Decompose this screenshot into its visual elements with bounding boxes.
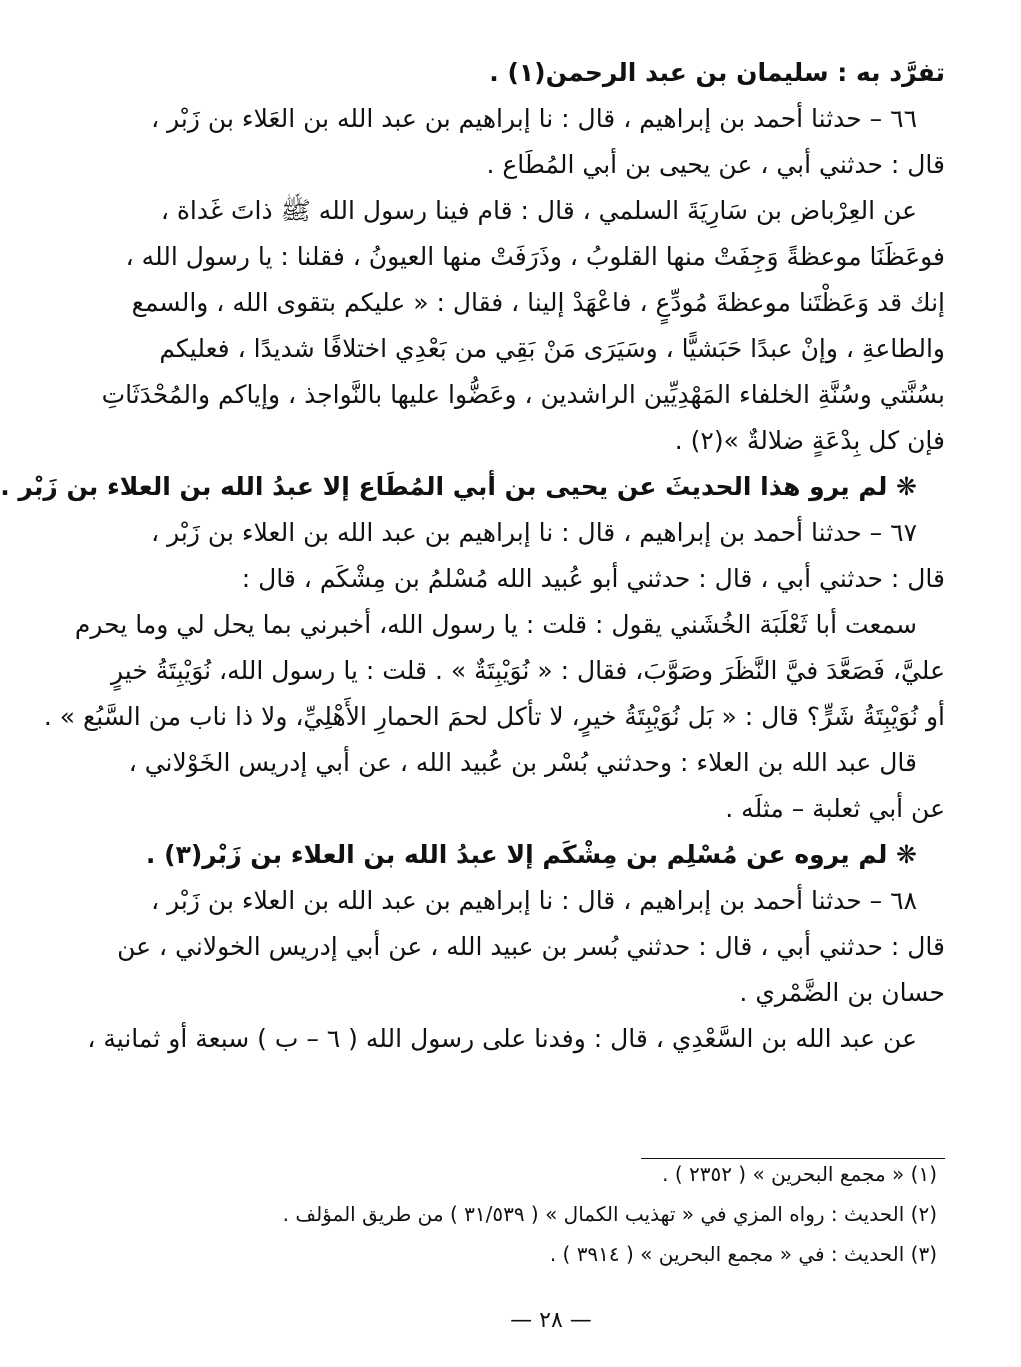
- text-line: عليَّ، فَصَعَّدَ فيَّ النَّظَرَ وصَوَّبَ، فقال : « نُوَيْبِتَةٌ » . قلت : يا رسول الله، نُوَيْبِتَةُ خيرٍ: [111, 656, 945, 685]
- text-line: ❋ لم يرو هذا الحديثَ عن يحيى بن أبي المُطَاع إلا عبدُ الله بن العلاء بن زَبْر .: [0, 472, 917, 501]
- text-line: عن عبد الله بن السَّعْدِي ، قال : وفدنا على رسول الله ( ٦ – ب ) سبعة أو ثمانية ،: [87, 1024, 917, 1053]
- text-line: أو نُوَيْبِتَةُ شَرٍّ؟ قال : « بَل نُوَيْبِتَةُ خيرٍ، لا تأكل لحمَ الحمارِ الأَهْلِيِّ، ولا ذا ناب من السَّبُع » .: [43, 702, 945, 731]
- page-number: — ٢٨ —: [510, 1308, 592, 1333]
- footnote: (٣) الحديث : في « مجمع البحرين » ( ٣٩١٤ ) .: [549, 1242, 937, 1266]
- text-line: فوعَظَنَا موعظةً وَجِفَتْ منها القلوبُ ، وذَرَفَتْ منها العيونُ ، فقلنا : يا رسول الله ،: [125, 242, 945, 271]
- text-line: ٦٦ – حدثنا أحمد بن إبراهيم ، قال : نا إبراهيم بن عبد الله بن العَلاء بن زَبْر ،: [151, 104, 917, 133]
- footnote: (٢) الحديث : رواه المزي في « تهذيب الكمال » ( ٣١/٥٣٩ ) من طريق المؤلف .: [282, 1202, 937, 1226]
- text-line: فإن كل بِدْعَةٍ ضلالةٌ »(٢) .: [674, 426, 945, 455]
- footnotes: [121, 1162, 937, 1282]
- text-line: ٦٨ – حدثنا أحمد بن إبراهيم ، قال : نا إبراهيم بن عبد الله بن العلاء بن زَبْر ،: [151, 886, 917, 915]
- text-line: تفرَّد به : سليمان بن عبد الرحمن(١) .: [489, 58, 945, 87]
- main-text: [0, 58, 945, 1070]
- text-line: ❋ لم يروه عن مُسْلِم بن مِشْكَم إلا عبدُ الله بن العلاء بن زَبْر(٣) .: [145, 840, 917, 869]
- text-line: عن أبي ثعلبة – مثلَه .: [725, 794, 945, 823]
- footnote-divider: [641, 1158, 945, 1159]
- text-line: قال : حدثني أبي ، عن يحيى بن أبي المُطَاع .: [486, 150, 945, 179]
- text-line: إنك قد وَعَظْتَنا موعظةَ مُودِّعٍ ، فاعْهَدْ إلينا ، فقال : « عليكم بتقوى الله ، والسمع: [131, 288, 945, 317]
- text-line: عن العِرْباض بن سَارِيَةَ السلمي ، قال : قام فينا رسول الله ﷺ ذاتَ غَداة ،: [160, 196, 917, 225]
- text-line: قال : حدثني أبي ، قال : حدثني أبو عُبيد الله مُسْلمُ بن مِشْكَم ، قال :: [241, 564, 945, 593]
- text-line: والطاعةِ ، وإنْ عبدًا حَبَشيًّا ، وسَيَرَى مَنْ بَقِي من بَعْدِي اختلافًا شديدًا ، فعليكم: [159, 334, 945, 363]
- text-line: سمعت أبا ثَعْلَبَة الخُشَني يقول : قلت : يا رسول الله، أخبرني بما يحل لي وما يحرم: [74, 610, 917, 639]
- text-line: قال عبد الله بن العلاء : وحدثني بُسْر بن عُبيد الله ، عن أبي إدريس الخَوْلاني ،: [128, 748, 917, 777]
- text-line: قال : حدثني أبي ، قال : حدثني بُسر بن عبيد الله ، عن أبي إدريس الخولاني ، عن: [117, 932, 945, 961]
- text-line: ٦٧ – حدثنا أحمد بن إبراهيم ، قال : نا إبراهيم بن عبد الله بن العلاء بن زَبْر ،: [151, 518, 917, 547]
- text-line: بسُنَّتي وسُنَّةِ الخلفاء المَهْدِيِّين الراشدين ، وعَضُّوا عليها بالنَّواجذ ، وإياكم والمُحْدَثَاتِ: [101, 380, 945, 409]
- footnote: (١) « مجمع البحرين » ( ٢٣٥٢ ) .: [662, 1162, 937, 1186]
- text-line: حسان بن الضَّمْري .: [739, 978, 945, 1007]
